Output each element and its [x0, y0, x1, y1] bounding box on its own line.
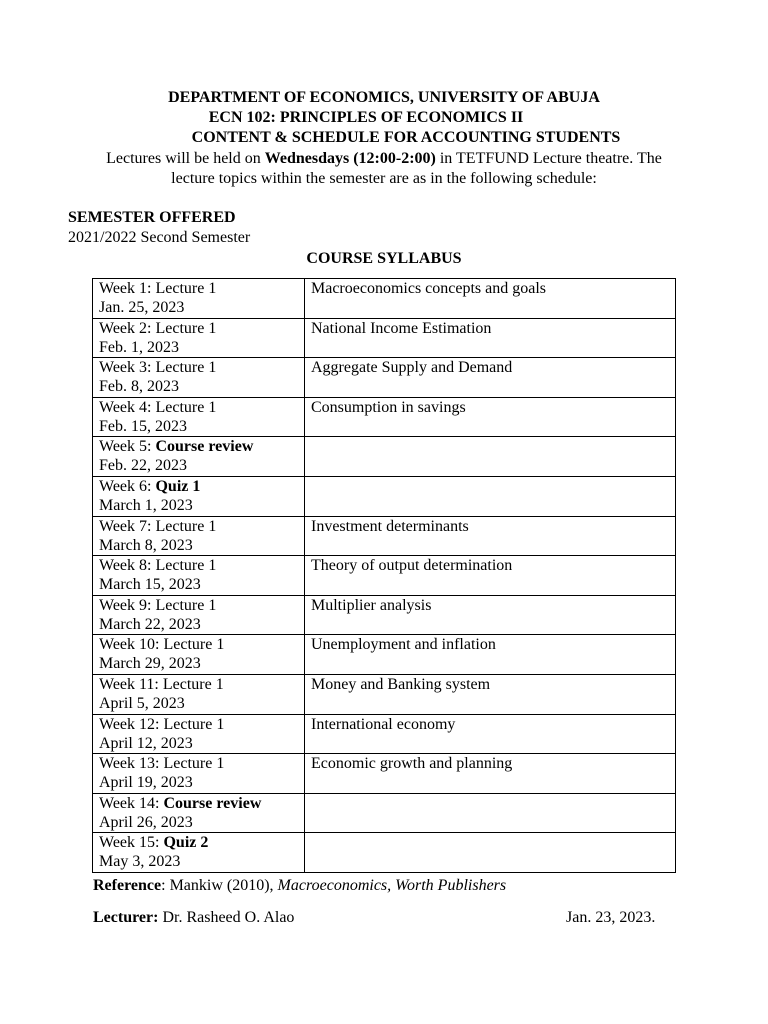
table-row: [93, 358, 676, 398]
week-label: [99, 279, 298, 298]
week-label: [99, 556, 298, 575]
week-number: Week 6:: [99, 477, 156, 495]
reference-work: Macroeconomics, Worth Publishers: [277, 877, 507, 894]
week-label: [99, 358, 298, 377]
session-type: Lecture 1: [162, 675, 224, 693]
table-row: [93, 674, 676, 714]
week-number: Week 15:: [99, 834, 164, 852]
week-cell: [93, 714, 305, 754]
topic-cell: Consumption in savings: [305, 397, 676, 437]
department-title: DEPARTMENT OF ECONOMICS, UNIVERSITY OF ABUJA: [168, 89, 600, 106]
course-title: ECN 102: PRINCIPLES OF ECONOMICS II: [208, 109, 524, 126]
week-cell: [93, 754, 305, 794]
week-label: [99, 754, 298, 773]
topic-cell: [305, 793, 676, 833]
table-row: [93, 833, 676, 873]
session-type: Lecture 1: [155, 596, 217, 614]
table-row: [93, 476, 676, 516]
table-row: [93, 714, 676, 754]
topic-cell: Multiplier analysis: [305, 595, 676, 635]
topic-cell: Theory of output determination: [305, 556, 676, 596]
week-cell: [93, 595, 305, 635]
reference-author: Mankiw (2010),: [169, 877, 278, 894]
week-label: [99, 635, 298, 654]
topic-cell: [305, 833, 676, 873]
week-cell: [93, 674, 305, 714]
lecturer-label: Lecturer:: [93, 909, 159, 926]
session-date: April 5, 2023: [99, 694, 185, 712]
topic-cell: Economic growth and planning: [305, 754, 676, 794]
topic-cell: Investment determinants: [305, 516, 676, 556]
table-row: [93, 318, 676, 358]
topic-cell: Money and Banking system: [305, 674, 676, 714]
week-number: Week 8:: [99, 557, 156, 575]
week-number: Week 7:: [99, 517, 156, 535]
session-type: Lecture 1: [155, 517, 217, 535]
table-row: [93, 516, 676, 556]
week-label: [99, 477, 298, 496]
topic-cell: Aggregate Supply and Demand: [305, 358, 676, 398]
syllabus-table-body: [93, 279, 676, 873]
topic-cell: Unemployment and inflation: [305, 635, 676, 675]
session-type: Lecture 1: [155, 398, 217, 416]
session-type: Quiz 1: [155, 477, 201, 495]
topic-cell: National Income Estimation: [305, 318, 676, 358]
session-date: March 15, 2023: [99, 576, 201, 594]
table-row: [93, 635, 676, 675]
week-label: [99, 794, 298, 813]
reference-label: Reference: [93, 877, 162, 894]
syllabus-table: [92, 278, 676, 873]
week-cell: [93, 556, 305, 596]
schedule-title: CONTENT & SCHEDULE FOR ACCOUNTING STUDENTS: [191, 129, 621, 146]
week-cell: [93, 635, 305, 675]
week-cell: [93, 358, 305, 398]
week-number: Week 3:: [99, 359, 156, 377]
table-row: [93, 279, 676, 319]
week-number: Week 14:: [99, 794, 164, 812]
week-label: [99, 675, 298, 694]
session-date: Feb. 15, 2023: [99, 417, 187, 435]
lecturer-line: [93, 908, 294, 928]
table-row: [93, 754, 676, 794]
session-date: Feb. 22, 2023: [99, 457, 187, 475]
week-cell: [93, 397, 305, 437]
week-label: [99, 437, 298, 456]
session-type: Lecture 1: [155, 319, 217, 337]
topic-cell: International economy: [305, 714, 676, 754]
session-date: April 26, 2023: [99, 813, 193, 831]
week-cell: [93, 793, 305, 833]
semester-heading: SEMESTER OFFERED: [68, 209, 236, 226]
session-type: Lecture 1: [155, 557, 217, 575]
table-row: [93, 793, 676, 833]
session-date: March 29, 2023: [99, 655, 201, 673]
week-cell: [93, 833, 305, 873]
reference-line: [93, 876, 506, 896]
week-label: [99, 833, 298, 852]
session-type: Course review: [155, 438, 254, 456]
session-date: April 19, 2023: [99, 774, 193, 792]
session-type: Lecture 1: [163, 755, 225, 773]
week-number: Week 11:: [99, 675, 163, 693]
week-number: Week 13:: [99, 755, 164, 773]
lecturer-name: Dr. Rasheed O. Alao: [158, 909, 295, 926]
week-number: Week 12:: [99, 715, 164, 733]
session-date: March 22, 2023: [99, 615, 201, 633]
table-row: [93, 595, 676, 635]
week-label: [99, 398, 298, 417]
session-date: March 8, 2023: [99, 536, 193, 554]
intro-pre: Lectures will be held on: [106, 150, 265, 167]
intro-line-1: [0, 148, 768, 169]
intro-day: Wednesdays: [264, 150, 350, 167]
week-cell: [93, 279, 305, 319]
week-number: Week 4:: [99, 398, 156, 416]
session-type: Course review: [163, 794, 262, 812]
week-label: [99, 715, 298, 734]
session-date: May 3, 2023: [99, 853, 181, 871]
week-label: [99, 517, 298, 536]
week-number: Week 10:: [99, 636, 164, 654]
intro-time: (12:00-2:00): [353, 150, 436, 167]
session-type: Lecture 1: [163, 715, 225, 733]
session-type: Lecture 1: [155, 280, 217, 297]
semester-value: 2021/2022 Second Semester: [68, 229, 251, 246]
table-row: [93, 437, 676, 477]
table-row: [93, 397, 676, 437]
syllabus-title: COURSE SYLLABUS: [306, 250, 462, 267]
week-cell: [93, 318, 305, 358]
week-cell: [93, 476, 305, 516]
document-date: Jan. 23, 2023.: [566, 909, 656, 926]
session-date: Feb. 8, 2023: [99, 378, 179, 396]
session-date: April 12, 2023: [99, 734, 193, 752]
session-type: Lecture 1: [155, 359, 217, 377]
week-label: [99, 319, 298, 338]
week-number: Week 9:: [99, 596, 156, 614]
session-date: Jan. 25, 2023: [99, 299, 185, 316]
week-cell: [93, 516, 305, 556]
topic-cell: [305, 437, 676, 477]
session-date: Feb. 1, 2023: [99, 338, 179, 356]
week-number: Week 2:: [99, 319, 156, 337]
session-type: Lecture 1: [163, 636, 225, 654]
intro-post: in TETFUND Lecture theatre. The: [435, 150, 662, 167]
topic-cell: Macroeconomics concepts and goals: [305, 279, 676, 319]
intro-line-2: lecture topics within the semester are as in the following schedule:: [171, 170, 597, 187]
session-date: March 1, 2023: [99, 496, 193, 514]
topic-cell: [305, 476, 676, 516]
session-type: Quiz 2: [163, 834, 209, 852]
week-label: [99, 596, 298, 615]
reference-colon: :: [161, 877, 170, 894]
week-number: Week 5:: [99, 438, 156, 456]
table-row: [93, 556, 676, 596]
week-cell: [93, 437, 305, 477]
week-number: Week 1:: [99, 280, 156, 297]
